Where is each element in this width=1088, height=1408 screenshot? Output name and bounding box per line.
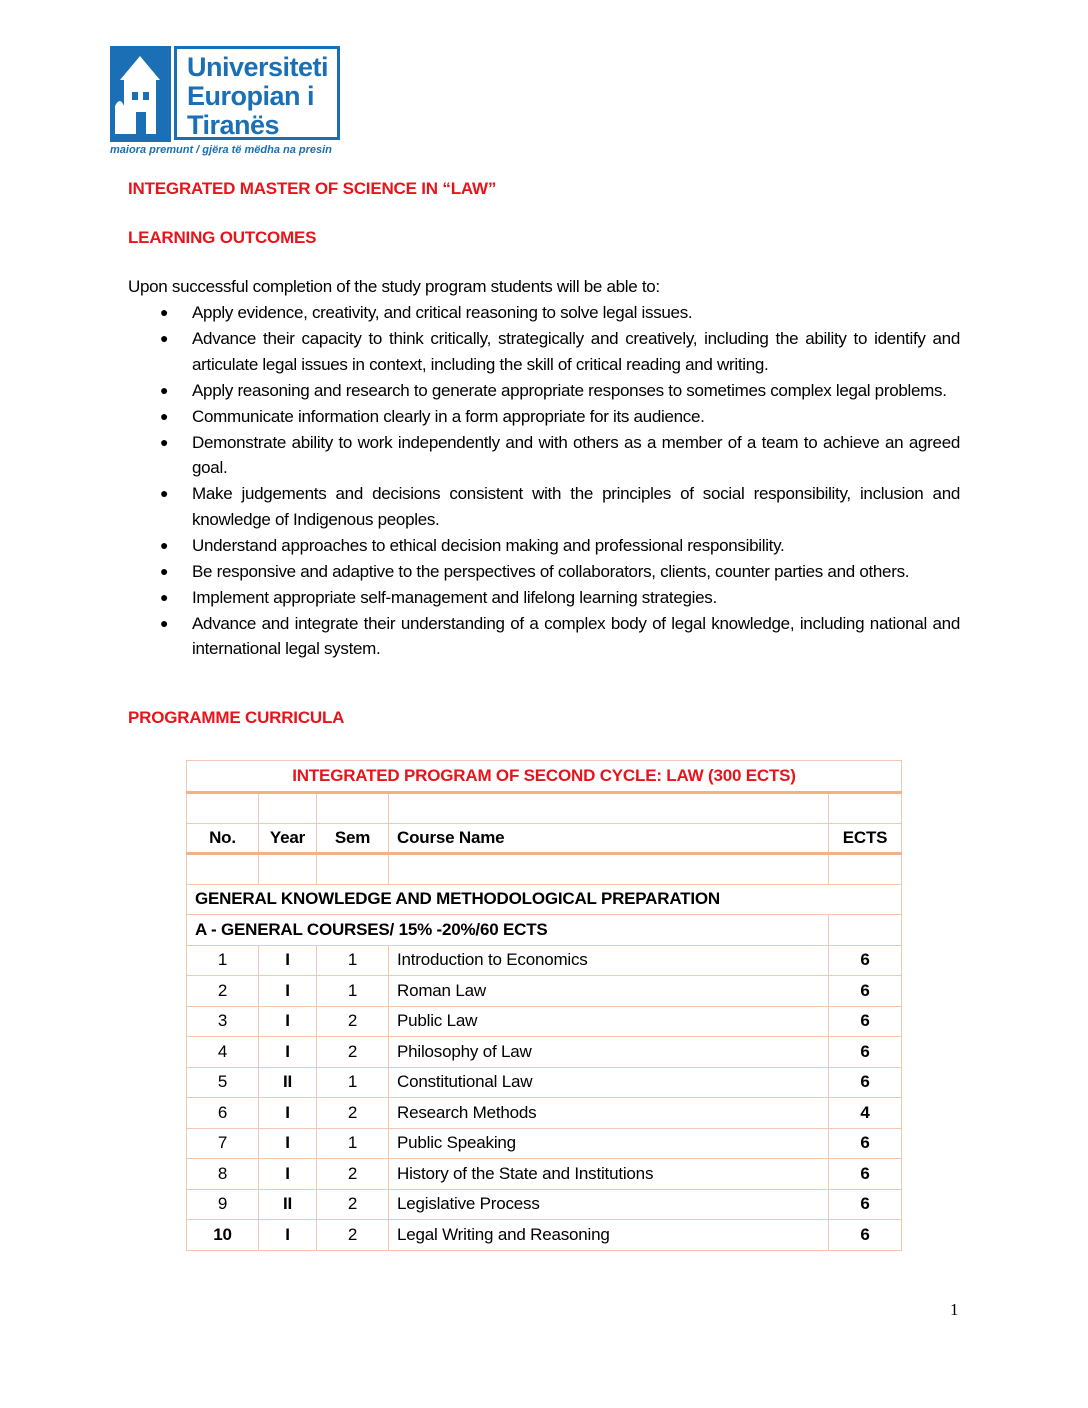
cell-no: 1 [187, 945, 259, 976]
cell-ects: 6 [829, 1128, 902, 1159]
cell-no: 6 [187, 1098, 259, 1129]
outcome-text: Be responsive and adaptive to the perspectives of collaborators, clients, counter parties and others. [192, 561, 910, 581]
outcomes-intro: Upon successful completion of the study program students will be able to: [128, 277, 660, 296]
cell-year: I [259, 945, 317, 976]
outcome-item [128, 481, 960, 532]
cell-sem: 1 [317, 1067, 389, 1098]
table-spacer-row [187, 854, 902, 885]
bullet-icon: ● [160, 562, 169, 579]
learning-outcomes-heading: LEARNING OUTCOMES [128, 228, 317, 247]
cell-sem: 2 [317, 1220, 389, 1251]
cell-no: 2 [187, 976, 259, 1007]
cell-sem: 2 [317, 1159, 389, 1190]
outcome-item [128, 611, 960, 662]
outcome-text: Make judgements and decisions consistent with the principles of social responsibility, inclusion and knowledge of Indigenous peoples. [192, 484, 960, 529]
outcome-item [128, 326, 960, 377]
bullet-icon: ● [160, 330, 169, 346]
cell-ects: 6 [829, 1189, 902, 1220]
cell-course: Philosophy of Law [389, 1037, 829, 1068]
outcome-text: Implement appropriate self-management and lifelong learning strategies. [192, 587, 717, 607]
curricula-heading: PROGRAMME CURRICULA [128, 708, 345, 727]
cell-year: I [259, 1037, 317, 1068]
cell-sem: 1 [317, 1128, 389, 1159]
section-title: GENERAL KNOWLEDGE AND METHODOLOGICAL PREPARATION [187, 884, 902, 915]
table-spacer-row [187, 793, 902, 824]
cell-sem: 2 [317, 1006, 389, 1037]
cell-course: Introduction to Economics [389, 945, 829, 976]
cell-ects: 6 [829, 1037, 902, 1068]
outcome-text: Understand approaches to ethical decision making and professional responsibility. [192, 535, 785, 555]
logo-wordmark [174, 46, 340, 140]
section-row [187, 884, 902, 915]
bullet-icon: ● [160, 433, 169, 450]
header-sem: Sem [317, 823, 389, 854]
cell-year: I [259, 1098, 317, 1129]
outcome-item [128, 559, 960, 585]
cell-course: Research Methods [389, 1098, 829, 1129]
cell-course: Roman Law [389, 976, 829, 1007]
cell-course: Constitutional Law [389, 1067, 829, 1098]
outcome-item [128, 533, 960, 559]
cell-sem: 2 [317, 1189, 389, 1220]
cell-ects: 4 [829, 1098, 902, 1129]
outcomes-list [128, 300, 960, 662]
curriculum-table [186, 760, 902, 1251]
header-ects: ECTS [829, 823, 902, 854]
cell-sem: 1 [317, 976, 389, 1007]
cell-no: 9 [187, 1189, 259, 1220]
table-row [187, 1189, 902, 1220]
cell-no: 4 [187, 1037, 259, 1068]
subsection-title: A - GENERAL COURSES/ 15% -20%/60 ECTS [187, 915, 829, 946]
table-row [187, 1128, 902, 1159]
logo-line-3: Tiranës [187, 110, 280, 140]
header-no: No. [187, 823, 259, 854]
table-row [187, 1067, 902, 1098]
subsection-row [187, 915, 902, 946]
cell-course: Public Law [389, 1006, 829, 1037]
header-course: Course Name [389, 823, 829, 854]
bullet-icon: ● [160, 304, 169, 320]
logo-motto: maiora premunt / gjëra të mëdha na presin [110, 144, 332, 156]
outcome-item [128, 430, 960, 481]
table-row [187, 1220, 902, 1251]
logo-emblem [110, 46, 171, 142]
table-header-row [187, 823, 902, 854]
header-year: Year [259, 823, 317, 854]
cell-course: Legal Writing and Reasoning [389, 1220, 829, 1251]
cell-sem: 2 [317, 1098, 389, 1129]
cell-ects: 6 [829, 1159, 902, 1190]
bullet-icon: ● [160, 614, 169, 631]
cell-course: Legislative Process [389, 1189, 829, 1220]
cell-no: 7 [187, 1128, 259, 1159]
cell-ects: 6 [829, 1220, 902, 1251]
outcome-text: Apply reasoning and research to generate appropriate responses to sometimes complex legal problems. [192, 380, 947, 400]
cell-ects: 6 [829, 1006, 902, 1037]
table-title: INTEGRATED PROGRAM OF SECOND CYCLE: LAW (300 ECTS) [187, 761, 902, 793]
bullet-icon: ● [160, 485, 169, 501]
cell-ects: 6 [829, 976, 902, 1007]
bullet-icon: ● [160, 588, 169, 605]
cell-course: Public Speaking [389, 1128, 829, 1159]
outcome-item [128, 585, 960, 611]
document-title: INTEGRATED MASTER OF SCIENCE IN “LAW” [128, 179, 497, 198]
cell-no: 5 [187, 1067, 259, 1098]
bullet-icon: ● [160, 381, 169, 398]
cell-year: I [259, 1006, 317, 1037]
outcome-text: Communicate information clearly in a form appropriate for its audience. [192, 406, 705, 426]
logo-line-2: Europian i [187, 81, 315, 111]
table-row [187, 1037, 902, 1068]
cell-sem: 2 [317, 1037, 389, 1068]
bullet-icon: ● [160, 407, 169, 424]
cell-no: 10 [187, 1220, 259, 1251]
outcome-text: Advance and integrate their understanding of a complex body of legal knowledge, including national and international legal system. [192, 613, 960, 658]
page-number: 1 [950, 1300, 959, 1319]
outcome-item [128, 404, 960, 430]
cell-sem: 1 [317, 945, 389, 976]
university-logo [110, 46, 350, 158]
cell-no: 3 [187, 1006, 259, 1037]
outcome-item [128, 378, 960, 404]
cell-year: I [259, 1159, 317, 1190]
bullet-icon: ● [160, 536, 169, 553]
table-row [187, 1006, 902, 1037]
table-row [187, 976, 902, 1007]
cell-ects: 6 [829, 1067, 902, 1098]
outcome-item [128, 300, 960, 326]
cell-course: History of the State and Institutions [389, 1159, 829, 1190]
logo-line-1: Universiteti [187, 52, 329, 82]
cell-year: I [259, 1128, 317, 1159]
cell-year: II [259, 1067, 317, 1098]
cell-ects: 6 [829, 945, 902, 976]
outcome-text: Apply evidence, creativity, and critical reasoning to solve legal issues. [192, 303, 693, 322]
table-row [187, 1159, 902, 1190]
cell-no: 8 [187, 1159, 259, 1190]
outcome-text: Demonstrate ability to work independently and with others as a member of a team to achieve an agreed goal. [192, 432, 960, 477]
cell-year: I [259, 976, 317, 1007]
cell-year: II [259, 1189, 317, 1220]
cell-year: I [259, 1220, 317, 1251]
table-row [187, 945, 902, 976]
table-row [187, 1098, 902, 1129]
outcome-text: Advance their capacity to think critically, strategically and creatively, including the ability to identify and articulate legal issues in context, including the skill of critical reading and writing. [192, 329, 960, 374]
